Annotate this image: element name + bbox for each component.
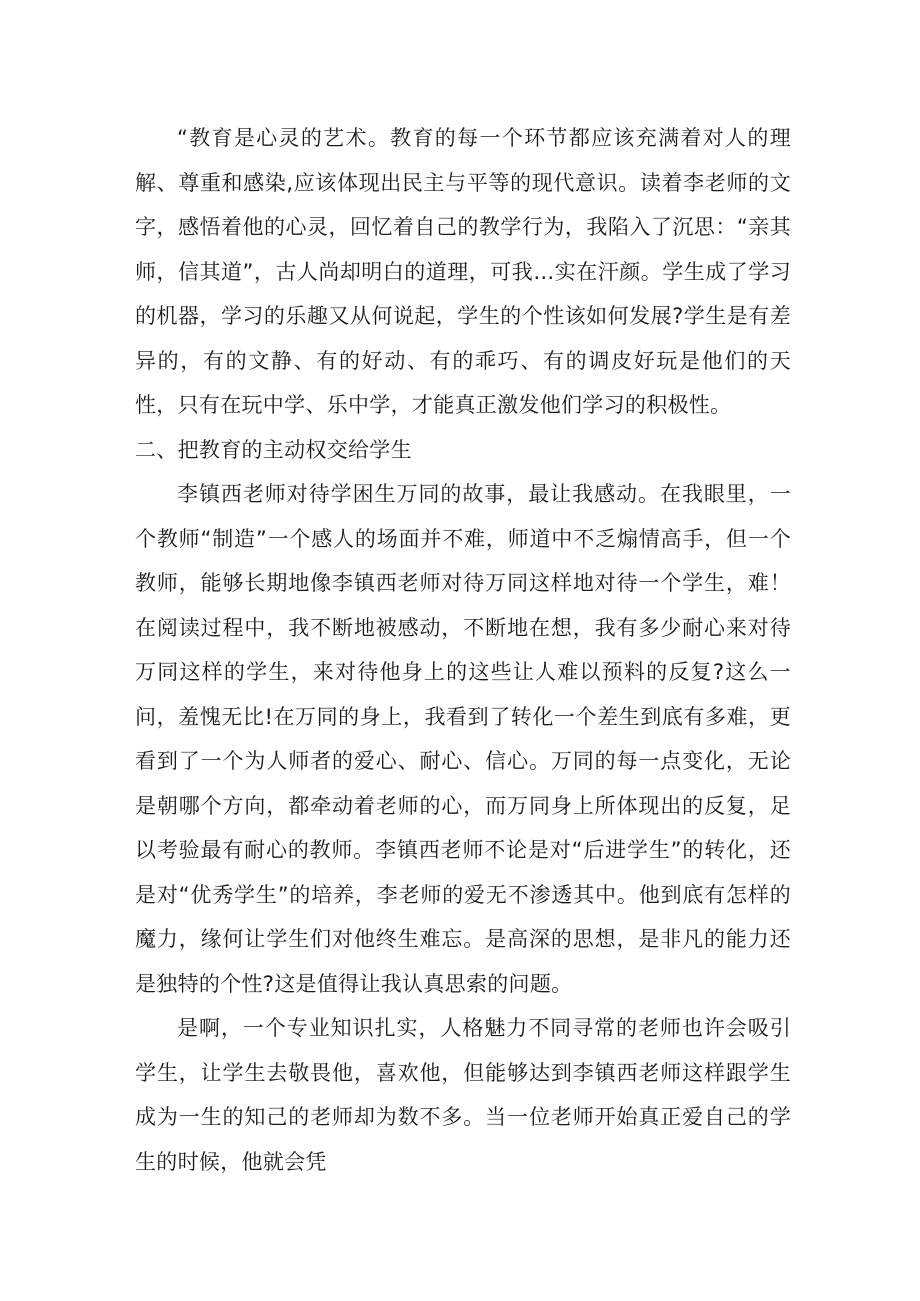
document-body [135,116,791,1184]
paragraph-art-of-soul: “教育是心灵的艺术。教育的每一个环节都应该充满着对人的理解、尊重和感染,应该体现出民主与平等的现代意识。读着李老师的文字，感悟着他的心灵，回忆着自己的教学行为，我陷入了沉思：“亲其师，信其道”，古人尚却明白的道理，可我…实在汗颜。学生成了学习的机器，学习的乐趣又从何说起，学生的个性该如何发展?学生是有差异的，有的文静、有的好动、有的乖巧、有的调皮好玩是他们的天性，只有在玩中学、乐中学，才能真正激发他们学习的积极性。 [135,126,791,417]
section-heading: 二、把教育的主动权交给学生 [135,437,412,462]
paragraph-teacher-charm: 是啊，一个专业知识扎实，人格魅力不同寻常的老师也许会吸引学生，让学生去敬畏他，喜欢他，但能够达到李镇西老师这样跟学生成为一生的知己的老师却为数不多。当一位老师开始真正爱自己的学生的时候，他就会凭 [135,1016,791,1174]
paragraph-wan-tong-story: 李镇西老师对待学困生万同的故事，最让我感动。在我眼里，一个教师“制造”一个感人的场面并不难，师道中不乏煽情高手，但一个教师，能够长期地像李镇西老师对待万同这样地对待一个学生，难！在阅读过程中，我不断地被感动，不断地在想，我有多少耐心来对待万同这样的学生，来对待他身上的这些让人难以预料的反复?这么一问，羞愧无比!在万同的身上，我看到了转化一个差生到底有多难，更看到了一个为人师者的爱心、耐心、信心。万同的每一点变化，无论是朝哪个方向，都牵动着老师的心，而万同身上所体现出的反复，足以考验最有耐心的教师。李镇西老师不论是对“后进学生”的转化，还是对“优秀学生”的培养，李老师的爱无不渗透其中。他到底有怎样的魔力，缘何让学生们对他终生难忘。是高深的思想，是非凡的能力还是独特的个性?这是值得让我认真思索的问题。 [135,482,791,996]
